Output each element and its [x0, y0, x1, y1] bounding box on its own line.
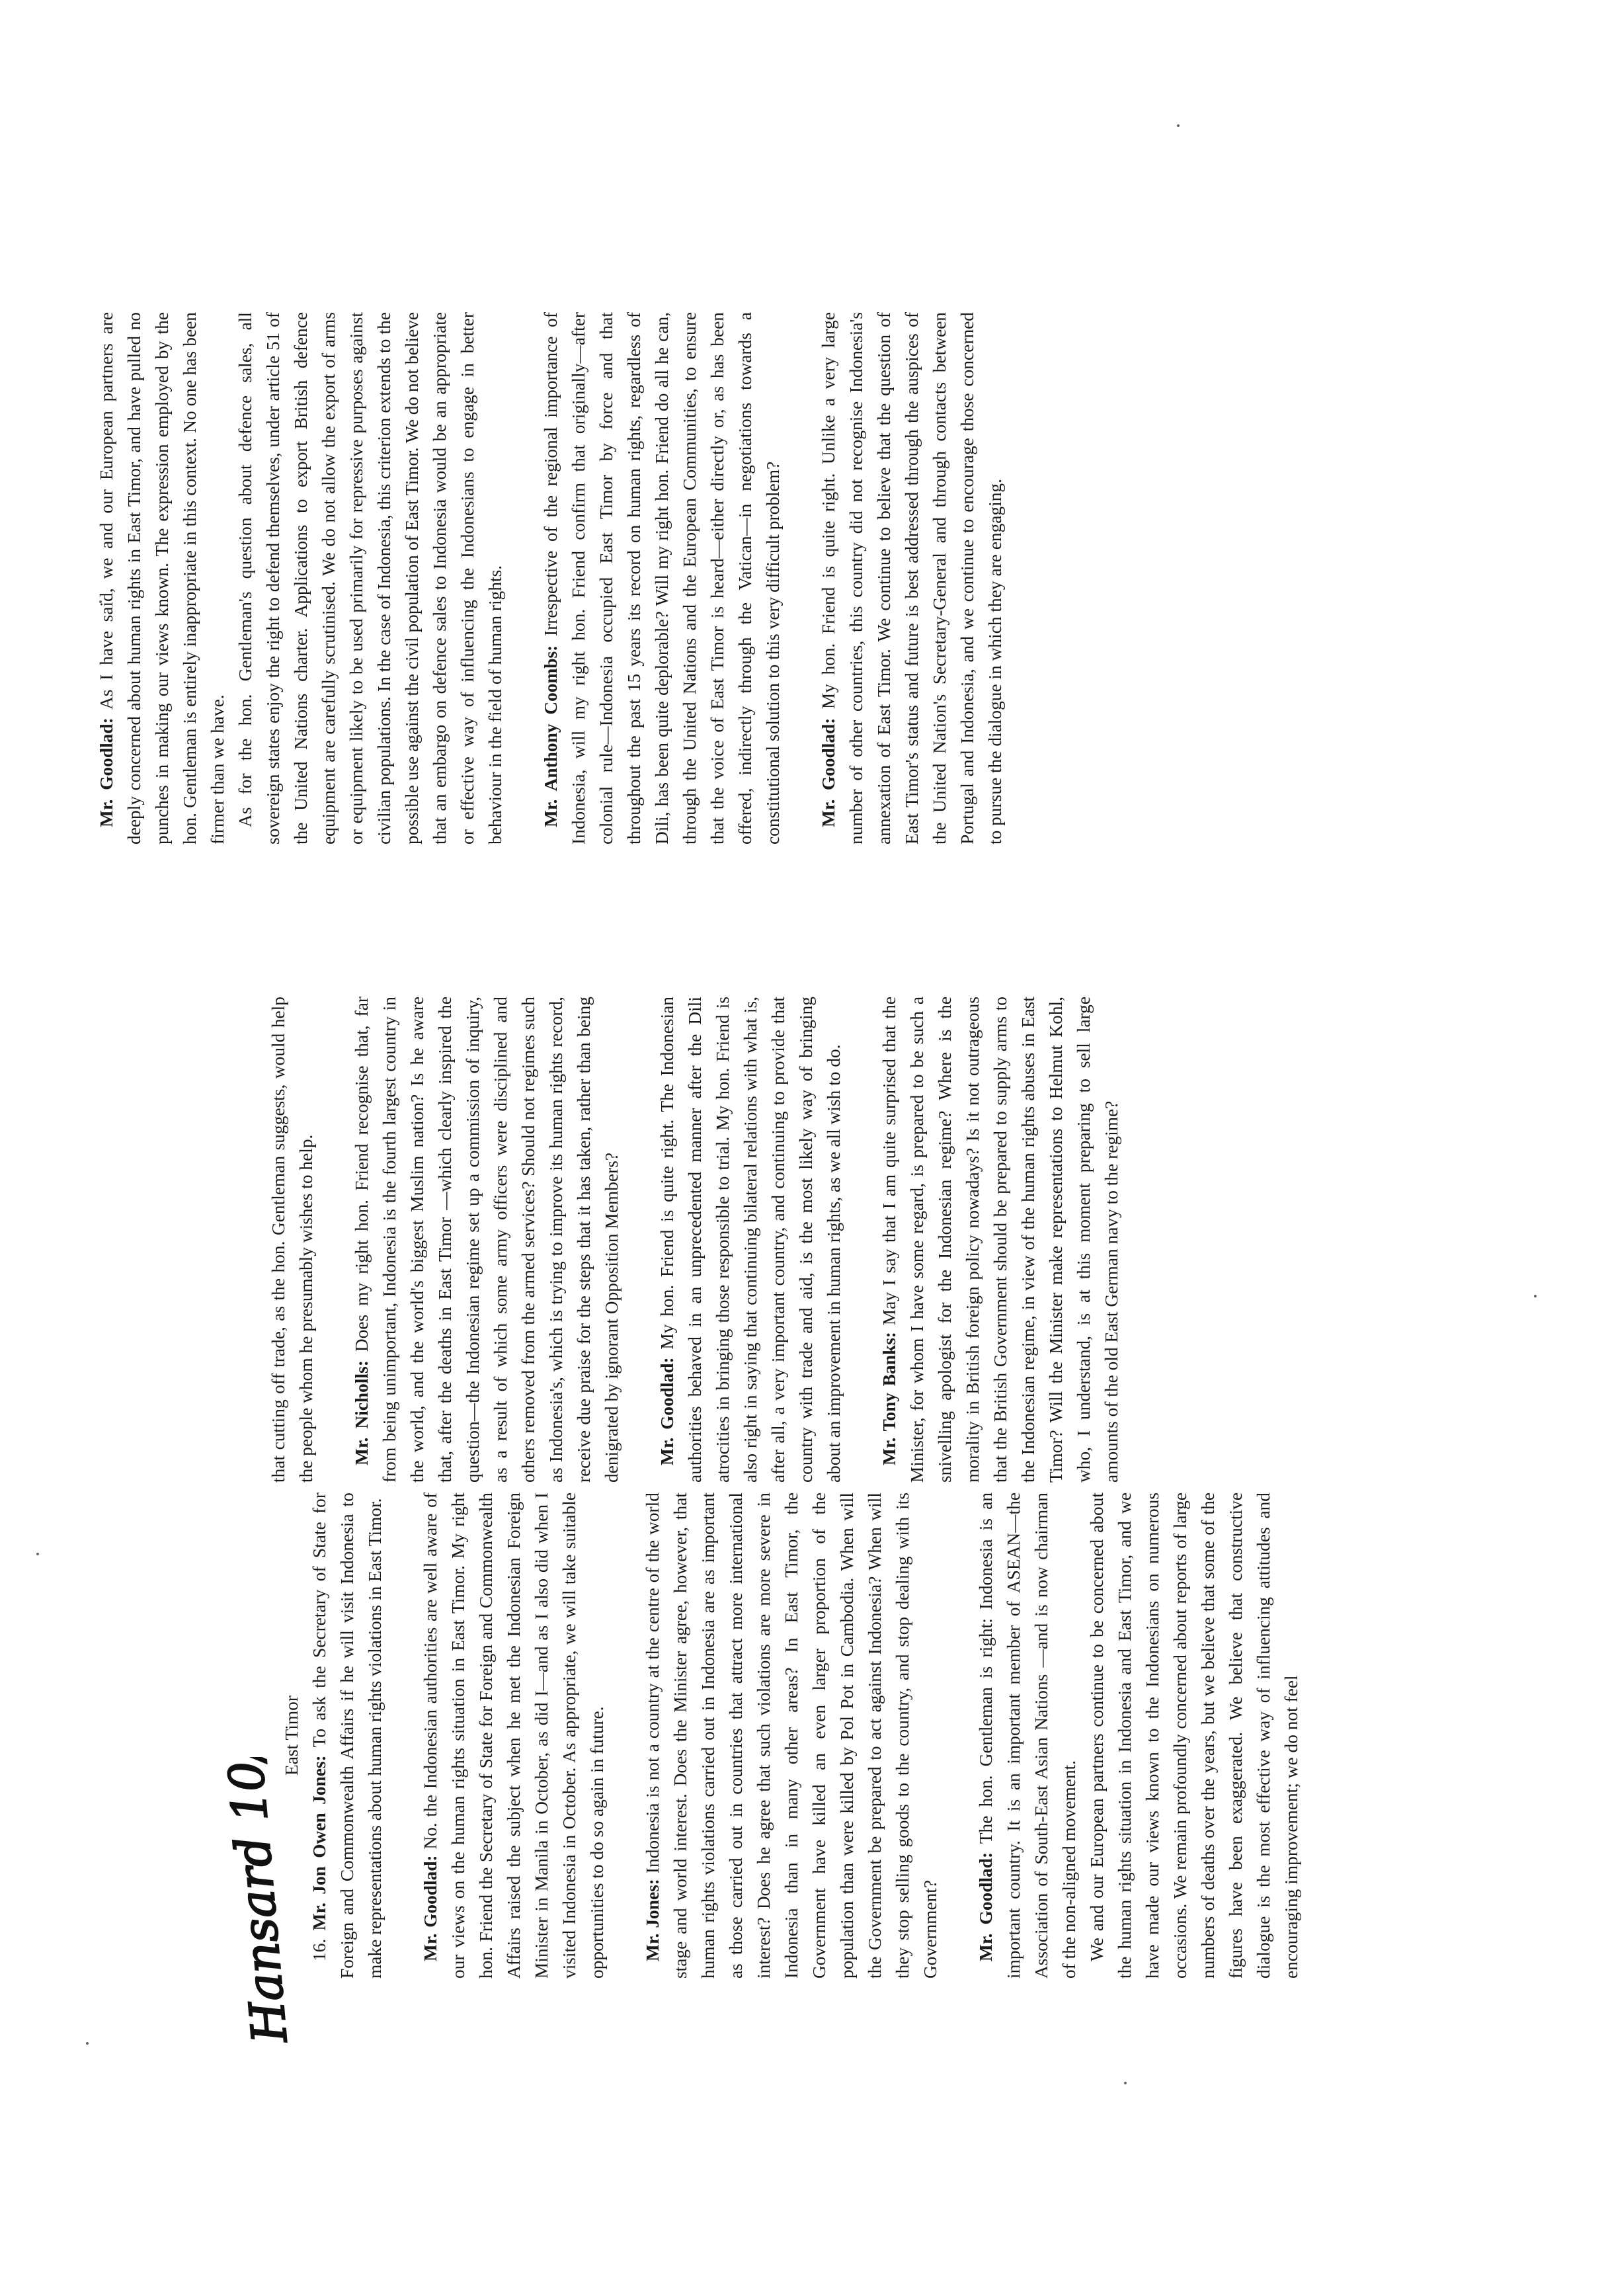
paragraph-text: No. the Indonesian authorities are well aware of our views on the human rights situation in East Timor. My right hon. Friend the Secretary of State for Foreign and Commonwealth Affairs raised the subject when he met the Indonesian Foreign Minister in Manila in October, as did I—and as I also did when I visited Indonesia in October. As appropriate, we will take suitable opportunities to do so again in future.: [421, 1492, 607, 1979]
speaker-name: Mr. Goodlad:: [97, 718, 116, 827]
scan-speck: [86, 2042, 89, 2045]
answer-paragraph: [972, 1493, 1083, 1979]
continuation-paragraph: [231, 312, 509, 844]
section-heading: East Timor: [282, 1696, 302, 1776]
speaker-name: Mr. Goodlad:: [819, 718, 838, 827]
paragraph-text: We and our European partners continue to be concerned about the human rights situation in Indonesia and East Timor, and we have made our views known to the Indonesians on numerous occasions. We remain profoundly concerned about reports of large numbers of deaths over the years, but we believe that some of the figures have been exaggerated. We believe that constructive dialogue is the most effective way of influencing attitudes and encouraging improvement; we do not feel: [1087, 1493, 1301, 1979]
scan-speck: [1177, 124, 1180, 127]
paragraph-text: My hon. Friend is quite right. Unlike a very large number of other countries, this country did not recognise Indonesia's annexation of East Timor. We continue to believe that the question of East Timor's status and future is best addressed through the auspices of the United Nation's Secretary-General and through contacts between Portugal and Indonesia, and we continue to encourage those concerned to pursue the dialogue in which they are engaging.: [819, 312, 1005, 844]
question-paragraph: [305, 1493, 389, 1979]
paragraph-text: As I have said, we and our European partners are deeply concerned about human rights in East Timor, and have pulled no punches in making our views known. The expression employed by the hon. Gentleman is entirely inappropriate in this context. No one has been firmer than we have.: [97, 311, 227, 844]
text-column-1: [278, 1493, 1305, 1979]
text-column-3: [93, 312, 1009, 844]
scan-speck: [36, 1553, 39, 1555]
answer-paragraph: [417, 1493, 611, 1979]
scan-speck: [1534, 1295, 1537, 1297]
continuation-paragraph: [1083, 1493, 1305, 1979]
speaker-name: Mr. Anthony Coombs:: [541, 645, 561, 827]
speaker-name: Mr. Jon Owen Jones:: [309, 1755, 329, 1931]
paragraph-text: May I say that I am quite surprised that the Minister, for whom I have some regard, is prepared to be such a snivelling apologist for the Indonesian regime? Where is the morality in British foreign policy nowadays? Is it not outrageous that the British Government should be prepared to supply arms to the Indonesian regime, in view of the human rights abuses in East Timor? Will the Minister make representations to Helmut Kohl, who, I understand, is at this moment preparing to sell large amounts of the old East German navy to the regime?: [879, 997, 1121, 1483]
supplementary-paragraph: [639, 1493, 944, 1979]
answer-paragraph: [653, 997, 848, 1483]
continuation-paragraph: [264, 997, 320, 1483]
paragraph-text: The hon. Gentleman is right: Indonesia is an important country. It is an important member of ASEAN—the Association of South-East Asian Nations —and is now chairman of the non-aligned movement.: [976, 1492, 1079, 1979]
paragraph-text: Irrespective of the regional importance of Indonesia, will my right hon. Friend confirm that originally—after colonial rule—Indonesia occupied East Timor by force and that throughout the past 15 years its record on human rights, regardless of Dili, has been quite deplorable? Will my right hon. Friend do all he can, through the United Nations and the European Communities, to ensure that the voice of East Timor is heard—either directly or, as has been offered, indirectly through the Vatican—in negotiations towards a constitutional solution to this very difficult problem?: [541, 312, 783, 844]
speaker-name: Mr. Nicholls:: [352, 1360, 372, 1465]
text-column-2: [264, 997, 1125, 1483]
paragraph-text: Does my right hon. Friend recognise that, far from being unimportant, Indonesia is the fourth largest country in the world, and the world's biggest Muslim nation? Is he aware that, after the deaths in East Timor —which clearly inspired the question—the Indonesian regime set up a commission of inquiry, as a result of which some army officers were disciplined and others removed from the armed services? Should not regimes such as Indonesia's, which is trying to improve its human rights record, receive due praise for the steps that it has taken, rather than being denigrated by ignorant Opposition Members?: [352, 997, 622, 1483]
answer-paragraph: [815, 312, 1009, 844]
speaker-name: Mr. Goodlad:: [657, 1357, 677, 1465]
supplementary-paragraph: [875, 997, 1125, 1483]
supplementary-paragraph: [537, 312, 787, 844]
paragraph-text: To ask the Secretary of State for Foreign and Commonwealth Affairs if he will visit Indonesia to make representations about human rights violations in East Timor.: [309, 1493, 385, 1979]
paragraph-text: Indonesia is not a country at the centre of the world stage and world interest. Does the Minister agree, however, that human rights violations carried out in Indonesia are as important as those carried out in countries that attract more international interest? Does he agree that such violations are more severe in Indonesia than in many other areas? In East Timor, the Government have killed an even larger proportion of the population than were killed by Pol Pot in Cambodia. When will the Government be prepared to act against Indonesia? When will they stop selling goods to the country, and stop dealing with its Government?: [643, 1493, 940, 1979]
paragraph-text: As for the hon. Gentleman's question about defence sales, all sovereign states enjoy the right to defend themselves, under article 51 of the United Nations charter. Applications to export British defence equipment are carefully scrutinised. We do not allow the export of arms or equipment likely to be used primarily for repressive purposes against civilian populations. In the case of Indonesia, this criterion extends to the possible use against the civil population of East Timor. We do not believe that an embargo on defence sales to Indonesia would be an appropriate or effective way of influencing the Indonesians to engage in better behaviour in the field of human rights.: [235, 312, 505, 844]
speaker-name: Mr. Goodlad:: [421, 1855, 440, 1961]
paragraph-text: that cutting off trade, as the hon. Gentleman suggests, would help the people whom he presumably wishes to help.: [268, 997, 316, 1483]
speaker-name: Mr. Tony Banks:: [879, 1332, 899, 1465]
question-number: 16.: [309, 1938, 329, 1961]
speaker-name: Mr. Jones:: [643, 1879, 663, 1961]
speaker-name: Mr. Goodlad:: [976, 1852, 996, 1961]
scan-speck: [1124, 2082, 1127, 2084]
supplementary-paragraph: [348, 997, 625, 1483]
answer-paragraph: [93, 312, 231, 844]
paragraph-text: My hon. Friend is quite right. The Indonesian authorities behaved in an unprecedented manner after the Dili atrocities in bringing those responsible to trial. My hon. Friend is also right in saying that continuing bilateral relations with what is, after all, a very important country, and continuing to provide that country with trade and aid, is the most likely way of bringing about an improvement in human rights, as we all wish to do.: [657, 997, 844, 1483]
